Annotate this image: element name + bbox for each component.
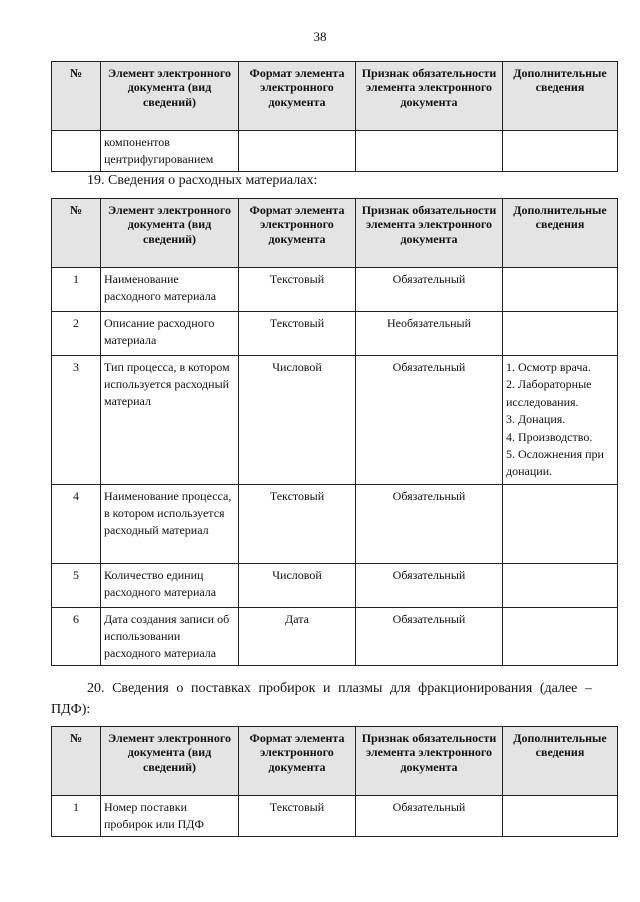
table-row (52, 485, 618, 564)
cell-extra (503, 796, 618, 837)
col-header-required: Признак обязательности элемента электронного документа (356, 199, 503, 268)
col-header-required: Признак обязательности элемента электронного документа (356, 727, 503, 796)
cell-num: 5 (52, 564, 101, 608)
col-header-element: Элемент электронного документа (вид сведений) (101, 62, 239, 131)
cell-num (52, 131, 101, 172)
cell-extra (503, 564, 618, 608)
cell-format: Числовой (239, 564, 356, 608)
cell-extra (503, 312, 618, 356)
cell-required: Обязательный (356, 796, 503, 837)
table-row (52, 131, 618, 172)
cell-num: 1 (52, 268, 101, 312)
cell-element: компонентов центрифугированием (101, 131, 239, 172)
section-19-title: 19. Сведения о расходных материалах: (87, 173, 318, 188)
cell-extra (503, 131, 618, 172)
cell-format: Дата (239, 608, 356, 666)
cell-format: Текстовый (239, 268, 356, 312)
cell-num: 2 (52, 312, 101, 356)
table-row (52, 796, 618, 837)
col-header-format: Формат элемента электронного документа (239, 199, 356, 268)
cell-required (356, 131, 503, 172)
col-header-extra: Дополнительные сведения (503, 199, 618, 268)
page-number: 38 (313, 29, 327, 44)
table-row (52, 356, 618, 485)
col-header-element: Элемент электронного документа (вид сведений) (101, 727, 239, 796)
cell-format: Текстовый (239, 312, 356, 356)
cell-extra (503, 268, 618, 312)
table-header-row (52, 727, 618, 796)
cell-element: Номер поставки пробирок или ПДФ (101, 796, 239, 837)
table-section-19 (51, 198, 618, 666)
cell-num: 3 (52, 356, 101, 485)
cell-element: Наименование расходного материала (101, 268, 239, 312)
cell-num: 6 (52, 608, 101, 666)
table-row (52, 312, 618, 356)
col-header-format: Формат элемента электронного документа (239, 62, 356, 131)
cell-required: Необязательный (356, 312, 503, 356)
cell-required: Обязательный (356, 485, 503, 564)
extra-list-item: 5. Осложнения при донации. (506, 446, 604, 479)
cell-required: Обязательный (356, 564, 503, 608)
extra-list-item: 1. Осмотр врача. (506, 360, 591, 374)
extra-list-item: 4. Производство. (506, 429, 593, 444)
cell-format: Числовой (239, 356, 356, 485)
cell-format (239, 131, 356, 172)
cell-required: Обязательный (356, 268, 503, 312)
col-header-extra: Дополнительные сведения (503, 727, 618, 796)
cell-extra (503, 608, 618, 666)
extra-list-item: 2. Лабораторные исследования. (506, 377, 592, 409)
table-continuation (51, 61, 618, 172)
cell-element: Описание расходного материала (101, 312, 239, 356)
extra-list-item: 3. Донация. (506, 412, 566, 427)
col-header-required: Признак обязательности элемента электронного документа (356, 62, 503, 131)
table-section-20 (51, 726, 618, 837)
cell-required: Обязательный (356, 608, 503, 666)
cell-format: Текстовый (239, 485, 356, 564)
table-row (52, 268, 618, 312)
cell-element: Дата создания записи об использовании расходного материала (101, 608, 239, 666)
col-header-num: № (52, 199, 101, 268)
table-row (52, 564, 618, 608)
cell-format: Текстовый (239, 796, 356, 837)
cell-num: 4 (52, 485, 101, 564)
col-header-num: № (52, 62, 101, 131)
cell-num: 1 (52, 796, 101, 837)
cell-element: Количество единиц расходного материала (101, 564, 239, 608)
table-header-row (52, 62, 618, 131)
cell-extra (503, 485, 618, 564)
col-header-num: № (52, 727, 101, 796)
section-20-title: 20. Сведения о поставках пробирок и плазмы для фракционирования (далее – ПДФ): (51, 681, 592, 717)
cell-required: Обязательный (356, 356, 503, 485)
cell-element: Наименование процесса, в котором используется расходный материал (101, 485, 239, 564)
col-header-extra: Дополнительные сведения (503, 62, 618, 131)
col-header-element: Элемент электронного документа (вид сведений) (101, 199, 239, 268)
table-header-row (52, 199, 618, 268)
cell-element: Тип процесса, в котором используется расходный материал (101, 356, 239, 485)
cell-extra (503, 356, 618, 485)
table-row (52, 608, 618, 666)
col-header-format: Формат элемента электронного документа (239, 727, 356, 796)
